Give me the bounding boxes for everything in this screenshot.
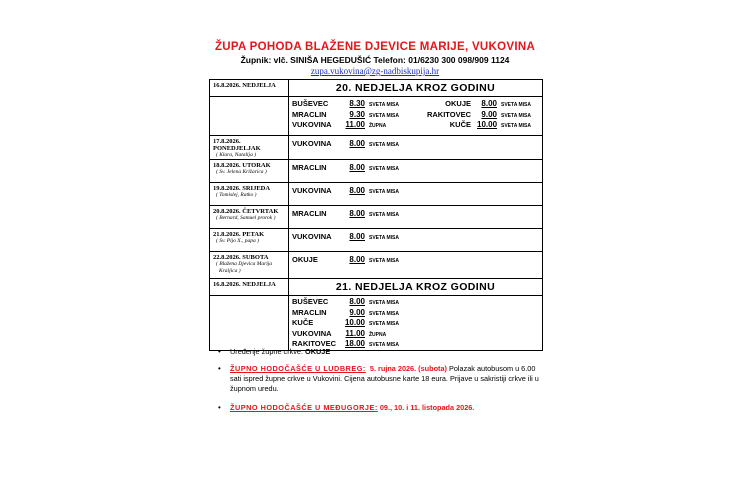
mass-kind: SVETA MISA bbox=[369, 310, 400, 317]
sunday1-masses-cell bbox=[289, 97, 543, 136]
sunday2-title: 21. NEDJELJA KROZ GODINU bbox=[335, 281, 496, 293]
weekday-row bbox=[210, 252, 543, 279]
weekday-mass-cell bbox=[289, 136, 543, 160]
mass-kind: ŽUPNA bbox=[369, 331, 387, 338]
bullet-icon: • bbox=[218, 347, 221, 356]
mass-row bbox=[289, 329, 542, 340]
weekday-date-cell bbox=[210, 206, 289, 229]
weekday-date-cell bbox=[210, 252, 289, 279]
weekday-saint: ( Bernard, Samuel prorok ) bbox=[216, 215, 276, 221]
weekday-date-cell bbox=[210, 229, 289, 252]
mass-kind: SVETA MISA bbox=[369, 142, 400, 148]
mass-time: 10.00 bbox=[344, 318, 365, 327]
mass-place: BUŠEVEC bbox=[292, 297, 329, 306]
mass-time: 18.00 bbox=[344, 339, 365, 348]
weekday-row bbox=[210, 136, 543, 160]
weekday-date: 18.8.2026. UTORAK bbox=[213, 162, 271, 169]
weekday-saint: ( Blažena Djevica Marija bbox=[216, 261, 273, 267]
weekday-saint: ( Sv. Jelena Križarica ) bbox=[216, 169, 267, 175]
mass-row bbox=[289, 139, 542, 150]
mass-time: 11.00 bbox=[345, 120, 365, 129]
sunday2-title-cell bbox=[289, 279, 543, 296]
note-date: 5. rujna 2026. (subota) bbox=[369, 364, 447, 373]
weekday-row bbox=[210, 229, 543, 252]
weekday-date: 22.8.2026. SUBOTA bbox=[213, 254, 269, 261]
sunday1-empty-cell bbox=[210, 97, 289, 136]
weekday-mass-cell bbox=[289, 229, 543, 252]
mass-kind: SVETA MISA bbox=[369, 212, 400, 218]
sunday2-date-cell bbox=[210, 279, 289, 296]
mass-place: VUKOVINA bbox=[292, 120, 332, 129]
weekday-mass-cell bbox=[289, 252, 543, 279]
mass-place: RAKITOVEC bbox=[426, 109, 471, 119]
mass-time: 8.30 bbox=[349, 99, 365, 108]
weekday-date-cell bbox=[210, 136, 289, 160]
mass-time: 8.00 bbox=[349, 232, 365, 241]
mass-kind: ŽUPNA bbox=[369, 123, 387, 129]
mass-kind: SVETA MISA bbox=[501, 102, 532, 108]
weekday-mass-cell bbox=[289, 160, 543, 183]
mass-time: 8.00 bbox=[349, 297, 365, 306]
note-date: 09., 10. i 11. listopada 2026. bbox=[379, 403, 475, 412]
mass-time: 8.00 bbox=[481, 99, 497, 108]
mass-place: RAKITOVEC bbox=[292, 339, 337, 348]
mass-kind: SVETA MISA bbox=[369, 300, 400, 306]
sunday-header-row bbox=[210, 279, 543, 296]
sunday2-masses-cell bbox=[289, 296, 543, 351]
note-medjugorje-pilgrimage bbox=[218, 403, 548, 413]
mass-kind: SVETA MISA bbox=[369, 342, 400, 348]
weekday-date: 19.8.2026. SRIJEDA bbox=[213, 185, 271, 192]
weekday-date-cell bbox=[210, 160, 289, 183]
mass-kind: SVETA MISA bbox=[369, 235, 400, 241]
mass-row bbox=[289, 99, 542, 110]
sunday1-title-cell bbox=[289, 80, 543, 97]
mass-row bbox=[289, 232, 542, 243]
sunday1-date: 16.8.2026. NEDJELJA bbox=[213, 82, 276, 89]
mass-place: OKUJE bbox=[445, 99, 471, 108]
mass-place: VUKOVINA bbox=[292, 139, 332, 148]
mass-row bbox=[289, 297, 542, 308]
mass-place: VUKOVINA bbox=[292, 232, 332, 241]
mass-time: 8.00 bbox=[349, 209, 365, 218]
mass-time: 9.00 bbox=[481, 109, 497, 119]
parish-title: ŽUPA POHODA BLAŽENE DJEVICE MARIJE, VUKOVINA bbox=[214, 41, 536, 53]
note-label: Uređenje župne crkve: bbox=[230, 347, 304, 356]
mass-place: MRACLIN bbox=[292, 163, 327, 172]
weekday-saint-cont: Kraljica ) bbox=[219, 268, 241, 274]
mass-kind: SVETA MISA bbox=[369, 258, 400, 264]
mass-time: 9.00 bbox=[349, 307, 365, 317]
mass-row bbox=[289, 120, 542, 131]
mass-row bbox=[289, 318, 542, 329]
mass-place: OKUJE bbox=[292, 255, 318, 264]
mass-kind: SVETA MISA bbox=[369, 102, 400, 108]
pastor-contact: Župnik: vlč. SINIŠA HEGEDUŠIĆ Telefon: 01/6230 300 098/909 1124 bbox=[240, 55, 510, 65]
mass-time: 9.30 bbox=[349, 109, 365, 119]
weekday-row bbox=[210, 160, 543, 183]
note-value: OKUJE bbox=[305, 347, 331, 356]
mass-place: BUŠEVEC bbox=[292, 99, 329, 108]
mass-place: KUČE bbox=[449, 120, 471, 129]
note-label: ŽUPNO HODOČAŠĆE U MEĐUGORJE: bbox=[230, 403, 378, 412]
weekday-date: 21.8.2026. PETAK bbox=[213, 231, 265, 238]
mass-time: 8.00 bbox=[349, 163, 365, 172]
weekday-saint: ( Sv. Pijo X., papa ) bbox=[216, 238, 259, 244]
mass-kind: SVETA MISA bbox=[369, 166, 400, 172]
mass-time: 11.00 bbox=[345, 328, 365, 338]
mass-time: 10.00 bbox=[477, 120, 498, 129]
mass-kind: SVETA MISA bbox=[369, 321, 400, 327]
mass-place: VUKOVINA bbox=[292, 328, 332, 338]
note-label: ŽUPNO HODOČAŠĆE U LUDBREG: bbox=[230, 364, 366, 373]
sunday-header-row bbox=[210, 80, 543, 97]
weekday-row bbox=[210, 206, 543, 229]
mass-time: 8.00 bbox=[349, 255, 365, 264]
mass-kind: SVETA MISA bbox=[501, 123, 532, 129]
mass-kind: SVETA MISA bbox=[501, 112, 532, 119]
mass-time: 8.00 bbox=[349, 186, 365, 195]
mass-row bbox=[289, 163, 542, 174]
sunday2-masses-row bbox=[210, 296, 543, 351]
sunday1-title: 20. NEDJELJA KROZ GODINU bbox=[335, 82, 496, 94]
weekday-row bbox=[210, 183, 543, 206]
bullet-icon: • bbox=[218, 364, 221, 373]
mass-schedule-table bbox=[209, 79, 543, 351]
mass-kind: SVETA MISA bbox=[369, 112, 400, 119]
weekday-date: 20.8.2026. ČETVRTAK bbox=[213, 208, 279, 215]
sunday2-empty-cell bbox=[210, 296, 289, 351]
mass-row bbox=[289, 186, 542, 197]
weekday-saint: ( Tomislej, Ratko ) bbox=[216, 192, 257, 198]
note-church-cleaning bbox=[218, 347, 548, 357]
weekday-mass-cell bbox=[289, 206, 543, 229]
mass-row bbox=[289, 110, 542, 121]
bullet-icon: • bbox=[218, 403, 221, 412]
note-text: Polazak autobusom u 6.00 sati ispred župne crkve u Vukovini. Cijena autobusne karte 18 eura. Prijave u sakristiji crkve ili u župnom uredu. bbox=[230, 364, 539, 393]
mass-place: VUKOVINA bbox=[292, 186, 332, 195]
mass-row bbox=[289, 308, 542, 319]
weekday-date: 17.8.2026. PONEDJELJAK bbox=[213, 138, 261, 152]
mass-row bbox=[289, 255, 542, 266]
sunday1-date-cell bbox=[210, 80, 289, 97]
weekday-date-cell bbox=[210, 183, 289, 206]
mass-row bbox=[289, 209, 542, 220]
note-ludbreg-pilgrimage bbox=[218, 364, 548, 394]
mass-place: KUČE bbox=[292, 318, 314, 327]
mass-place: MRACLIN bbox=[292, 109, 327, 119]
mass-kind: SVETA MISA bbox=[369, 189, 400, 195]
mass-place: MRACLIN bbox=[292, 209, 327, 218]
mass-time: 8.00 bbox=[349, 139, 365, 148]
weekday-mass-cell bbox=[289, 183, 543, 206]
mass-place: MRACLIN bbox=[292, 307, 327, 317]
sunday2-date: 16.8.2026. NEDJELJA bbox=[213, 281, 276, 288]
parish-email-link[interactable]: zupa.vukovina@zg-nadbiskupija.hr bbox=[310, 66, 440, 76]
sunday1-masses-row bbox=[210, 97, 543, 136]
weekday-saint: ( Klara, Natalija ) bbox=[216, 152, 257, 158]
